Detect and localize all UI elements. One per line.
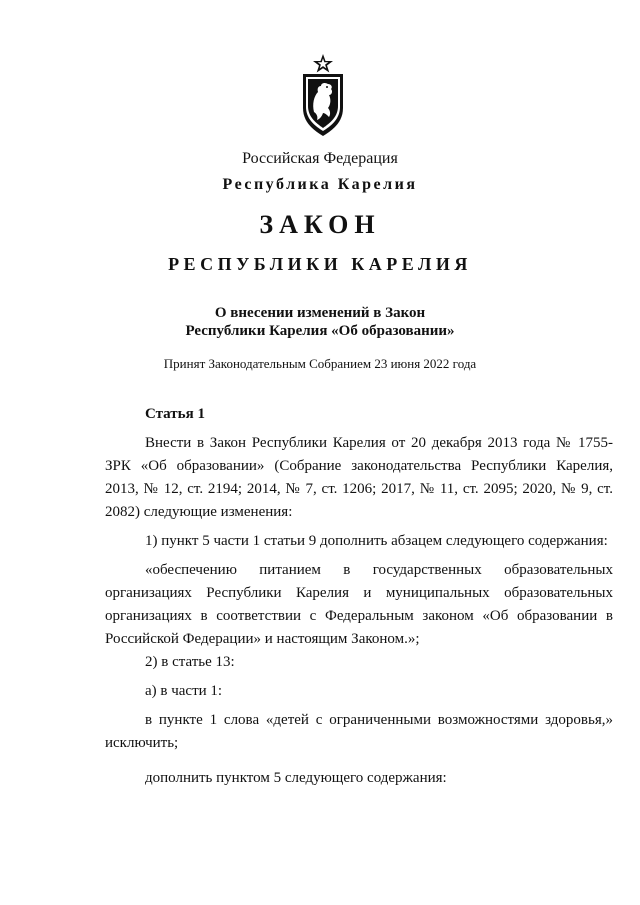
quote-1: «обеспечению питанием в государственных образовательных организациях Республики Карелия и муниципальных образовательных организациях в соответствии с Федеральным законом «Об образовании в Российской Федерации» и настоящим Законом.»;: [105, 562, 613, 647]
country-name: Российская Федерация: [242, 150, 398, 167]
article-title: Статья 1: [145, 406, 205, 422]
adoption-note: Принят Законодательным Собранием 23 июня 2022 года: [163, 356, 477, 371]
document-issuer: РЕСПУБЛИКИ КАРЕЛИЯ: [168, 254, 472, 274]
item-2a-add: дополнить пунктом 5 следующего содержания:: [145, 770, 447, 786]
item-2: 2) в статье 13:: [145, 654, 235, 670]
document-body: [105, 403, 613, 790]
subject-line-2: Республики Карелия «Об образовании»: [185, 323, 455, 339]
item-1: 1) пункт 5 части 1 статьи 9 дополнить абзацем следующего содержания:: [145, 533, 608, 549]
subject-line-1: О внесении изменений в Закон: [214, 305, 426, 321]
article-intro: Внести в Закон Республики Карелия от 20 декабря 2013 года № 1755-ЗРК «Об образовании» (Собрание законодательства Республики Карелия, 2013, № 12, ст. 2194; 2014, № 7, ст. 1206; 2017, № 11, ст. 2095; 2020, № 9, ст. 2082) следующие изменения:: [105, 435, 613, 520]
star-icon: [313, 54, 333, 73]
coat-of-arms-emblem: [297, 52, 349, 138]
item-2a: а) в части 1:: [145, 683, 223, 699]
document-type: ЗАКОН: [259, 210, 381, 239]
republic-name: Республика Карелия: [222, 176, 418, 193]
item-2a-text: в пункте 1 слова «детей с ограниченными возможностями здоровья,» исключить;: [105, 712, 613, 751]
